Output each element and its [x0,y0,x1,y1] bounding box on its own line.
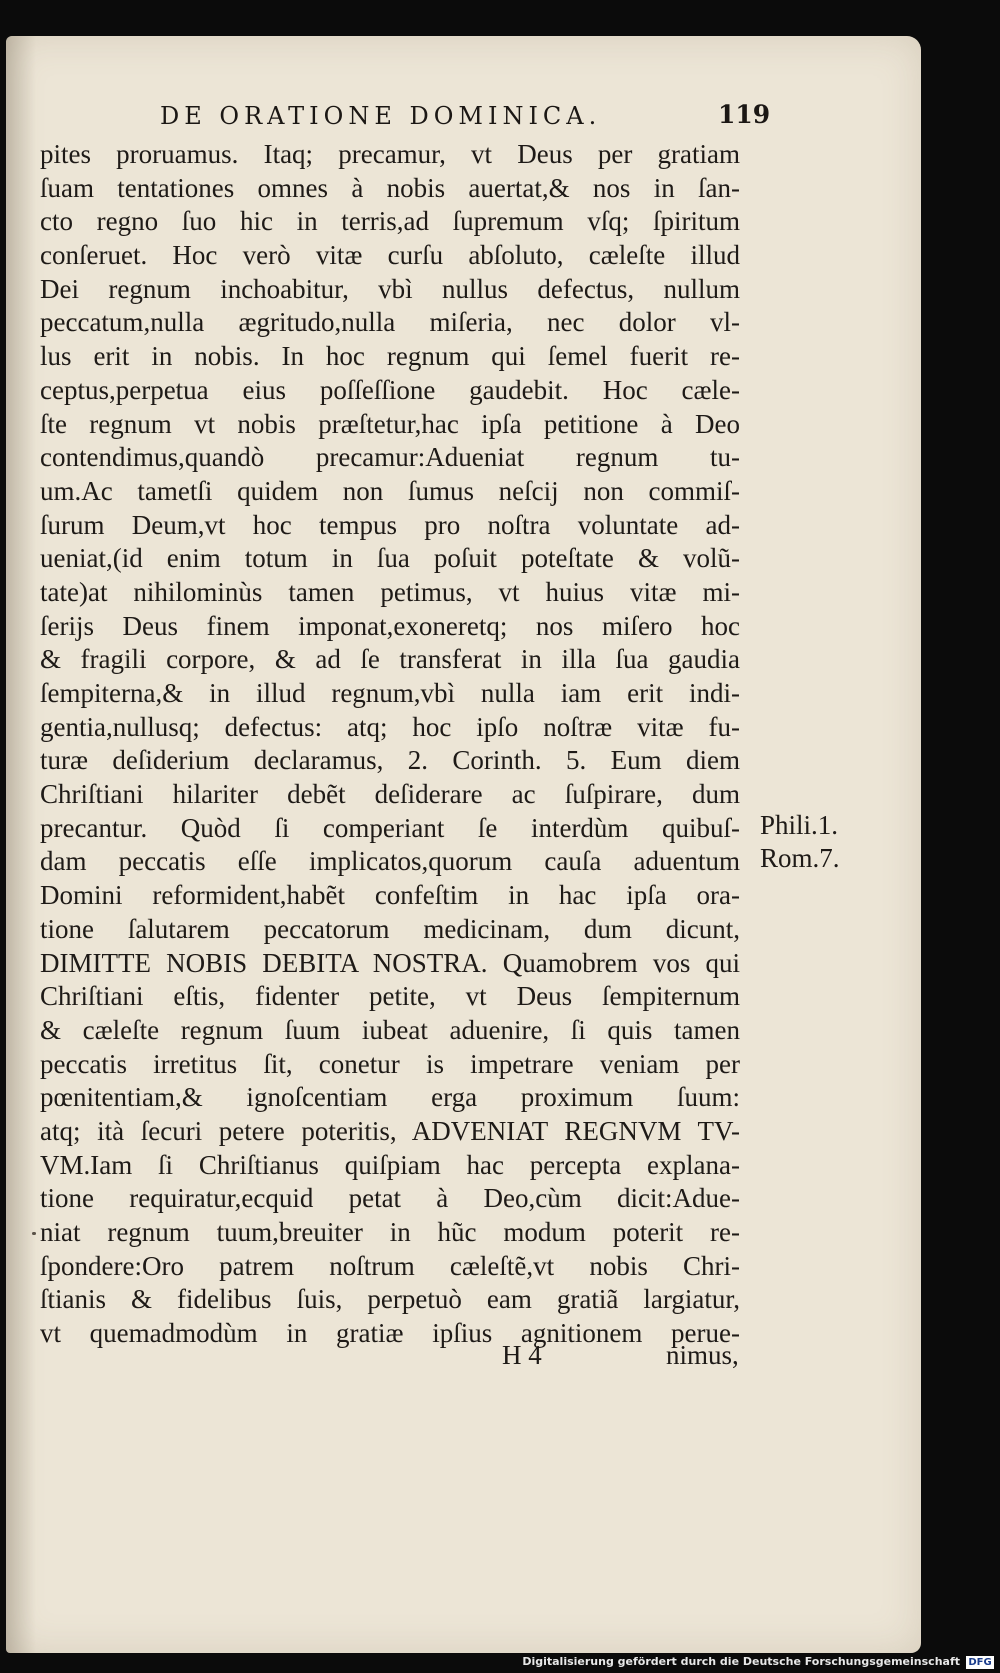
text-line: peccatis irretitus ſit, conetur is impetrare veniam per [40,1048,740,1079]
text-line: ſuam tentationes omnes à nobis auertat,& nos in ſan- [40,172,740,203]
text-line: Dei regnum inchoabitur, vbì nullus defectus, nullum [40,273,740,304]
text-line: gentia,nullusq; defectus: atq; hoc ipſo noſtræ vitæ fu- [40,711,740,742]
text-line: pœnitentiam,& ignoſcentiam erga proximum ſuum: [40,1082,740,1113]
text-line: ceptus,perpetua eius poſſeſſione gaudebit. Hoc cæle- [40,374,740,405]
text-line: ſempiterna,& in illud regnum,vbì nulla iam erit indi- [40,678,740,708]
text-line: Chriſtiani hilariter debẽt deſiderare ac ſuſpirare, dum [40,779,740,810]
margin-note-philippians: Phili.1. [760,810,839,840]
signature-mark: H 4 [502,1340,542,1370]
body-text [40,138,740,1351]
text-line: ſerijs Deus finem imponat,exoneretq; nos miſero hoc [40,610,740,641]
page-gutter-shadow [6,36,36,1653]
ink-speck [32,1232,36,1235]
text-line: ſtianis & fidelibus ſuis, perpetuò eam gratiã largiatur, [40,1284,740,1315]
text-line: peccatum,nulla ægritudo,nulla miſeria, nec dolor vl- [40,307,740,338]
text-line: dam peccatis eſſe implicatos,quorum cauſa aduentum [40,846,740,877]
text-line: VM.Iam ſi Chriſtianus quiſpiam hac percepta explana- [40,1149,740,1180]
text-line: & cæleſte regnum ſuum iubeat aduenire, ſi quis tamen [40,1014,740,1045]
text-line: ſpondere:Oro patrem noſtrum cæleſtẽ,vt nobis Chri- [40,1250,740,1281]
text-line: tate)at nihilominùs tamen petimus, vt huius vitæ mi- [40,576,740,607]
text-line: um.Ac tametſi quidem non ſumus neſcij non commiſ- [40,475,740,506]
text-line: cto regno ſuo hic in terris,ad ſupremum vſq; ſpiritum [40,206,740,237]
text-line: precantur. Quòd ſi comperiant ſe interdùm quibuſ- [40,812,740,843]
text-line: turæ deſiderium declaramus, 2. Corinth. 5. Eum diem [40,745,740,776]
text-line: DIMITTE NOBIS DEBITA NOSTRA. Quamobrem vos qui [40,947,740,978]
dfg-logo: DFG [966,1656,994,1669]
text-line: tione requiratur,ecquid petat à Deo,cùm dicit:Adue- [40,1183,740,1214]
text-line: tione ſalutarem peccatorum medicinam, dum dicunt, [40,913,740,944]
text-line: vt quemadmodùm in gratiæ ipſius agnitionem perue- [40,1318,740,1349]
footer-bar [0,1653,1000,1673]
text-line: contendimus,quandò precamur:Adueniat regnum tu- [40,442,740,473]
text-line: conſeruet. Hoc verò vitæ curſu abſoluto, cæleſte illud [40,240,740,271]
text-line: niat regnum tuum,breuiter in hũc modum poterit re- [40,1217,740,1247]
text-line: Chriſtiani eſtis, fidenter petite, vt Deus ſempiternum [40,981,740,1012]
running-head: DE ORATIONE DOMINICA. [160,102,602,130]
text-line: Domini reformident,habẽt confeſtim in hac ipſa ora- [40,880,740,911]
text-line: & fragili corpore, & ad ſe transferat in illa ſua gaudia [40,644,740,675]
funding-credit: Digitalisierung gefördert durch die Deutsche Forschungsgemeinschaft [522,1655,960,1668]
text-line: ſte regnum vt nobis præſtetur,hac ipſa petitione à Deo [40,408,740,439]
page-number: 119 [718,100,771,129]
text-line: pites proruamus. Itaq; precamur, vt Deus per gratiam [40,139,740,169]
text-line: lus erit in nobis. In hoc regnum qui ſemel fuerit re- [40,341,740,372]
catchword: nimus, [666,1340,739,1370]
text-line: atq; ità ſecuri petere poteritis, ADVENIAT REGNVM TV- [40,1115,740,1146]
text-line: ueniat,(id enim totum in ſua poſuit poteſtate & volũ- [40,543,740,574]
margin-note-romans: Rom.7. [760,843,840,873]
signature-line [40,1340,740,1374]
text-line: ſurum Deum,vt hoc tempus pro noſtra voluntate ad- [40,509,740,540]
